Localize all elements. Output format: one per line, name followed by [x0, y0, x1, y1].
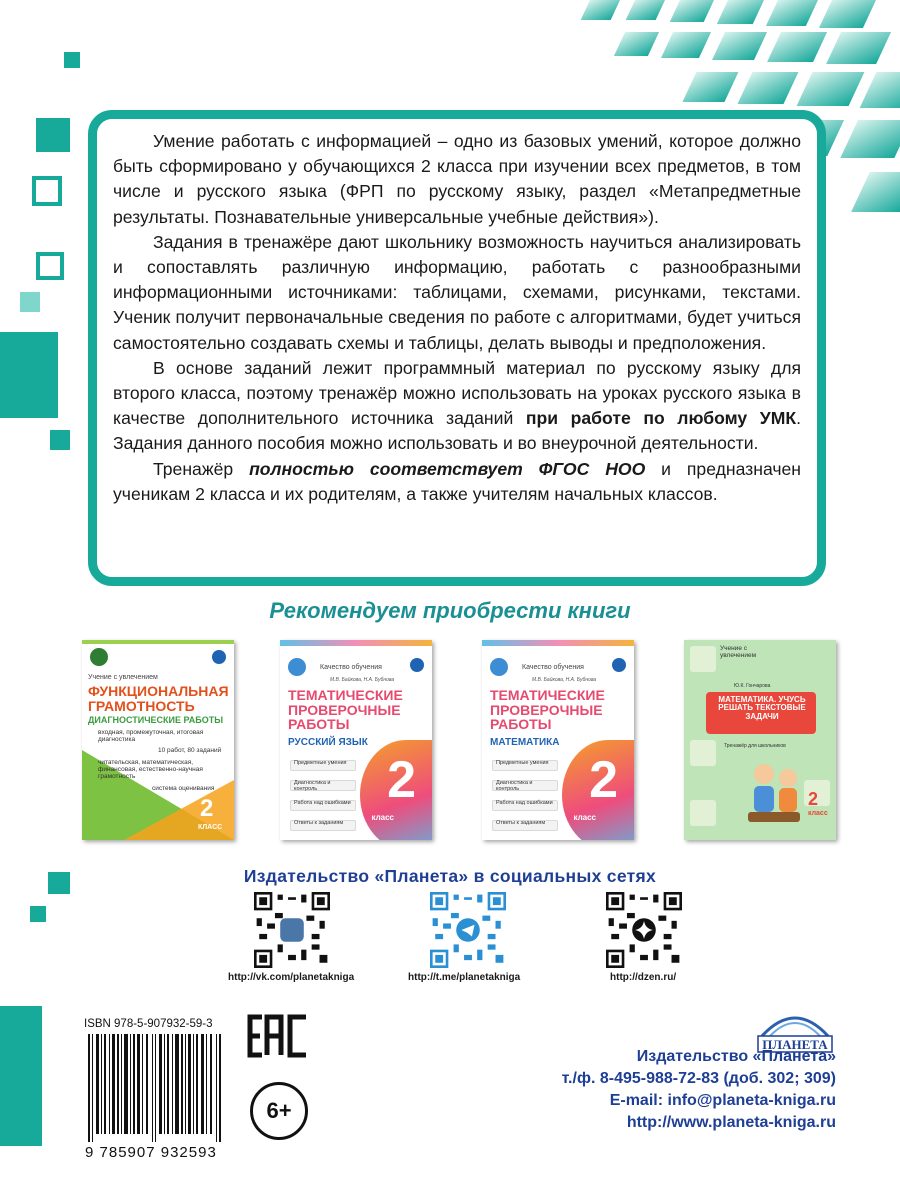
publisher-site[interactable]: http://www.planeta-kniga.ru	[626, 1114, 836, 1131]
publisher-email[interactable]: E-mail: info@planeta-kniga.ru	[609, 1092, 836, 1109]
book-grade-word: КЛАСС	[198, 824, 223, 831]
book-series: Учение с увлечением	[720, 645, 757, 659]
book-grade: 2	[200, 795, 214, 822]
book-cover-text-problems[interactable]	[684, 640, 836, 840]
book-author: Ю.К. Гончарова	[734, 683, 771, 689]
fgos-badge-icon	[90, 648, 108, 666]
book-item: Ответы к заданиям	[492, 820, 558, 831]
book-grade: 2	[387, 751, 416, 809]
book-title: ТЕМАТИЧЕСКИЕ ПРОВЕРОЧНЫЕ РАБОТЫ	[288, 687, 403, 733]
book-cover-russian[interactable]	[280, 640, 432, 840]
decor-square	[20, 292, 40, 312]
barcode	[84, 1034, 228, 1142]
book-grade-word: класс	[808, 810, 828, 817]
eac-mark-icon	[246, 1014, 310, 1058]
telegram-link[interactable]: http://t.me/planetakniga	[408, 972, 521, 983]
cover-tile	[690, 646, 716, 672]
publisher-name: Издательство «Планета»	[636, 1048, 836, 1065]
qr-code-vk[interactable]	[254, 892, 330, 968]
book-item: Работа над ошибками	[492, 800, 558, 811]
fgos-badge-icon	[288, 658, 306, 676]
info-emphasis: при работе по любому УМК	[525, 408, 797, 429]
decor-square	[36, 118, 70, 152]
logo-text: ПЛАНЕТА	[762, 1037, 828, 1052]
decor-square	[0, 1006, 42, 1146]
decor-square	[64, 52, 80, 68]
book-title: МАТЕМАТИКА. УЧУСЬ РЕШАТЬ ТЕКСТОВЫЕ ЗАДАЧИ	[718, 695, 806, 721]
book-item: Работа над ошибками	[290, 800, 356, 811]
children-illustration	[744, 758, 804, 828]
isbn: ISBN 978-5-907932-59-3	[84, 1018, 213, 1030]
qr-code-telegram[interactable]	[430, 892, 506, 968]
publisher-badge-icon	[410, 658, 424, 672]
book-note: Тренажёр для школьников	[724, 743, 786, 749]
dzen-link[interactable]: http://dzen.ru/	[610, 972, 677, 983]
publisher-phone: т./ф. 8-495-988-72-83 (доб. 302; 309)	[561, 1070, 836, 1087]
decor-square	[0, 332, 58, 418]
decor-square	[32, 176, 62, 206]
book-subject: МАТЕМАТИКА	[490, 737, 560, 748]
book-item: Предметные умения	[492, 760, 558, 771]
vk-link[interactable]: http://vk.com/planetakniga	[228, 972, 355, 983]
barcode-number: 9 785907 932593	[85, 1144, 217, 1161]
book-line: входная, промежуточная, итоговая диагностика	[98, 729, 204, 743]
book-line: читательская, математическая, финансовая, естественно-научная грамотность	[98, 759, 203, 780]
publisher-badge-icon	[212, 650, 226, 664]
qr-code-dzen[interactable]	[606, 892, 682, 968]
book-grade-word: класс	[371, 812, 394, 822]
publisher-badge-icon	[612, 658, 626, 672]
cover-tile	[690, 740, 716, 766]
book-line: система оценивания	[152, 785, 215, 792]
book-item: Диагностика и контроль	[290, 780, 356, 791]
info-text: В основе заданий лежит программный материал по русскому языку для второго класса, поэтому тренажёр можно использовать на уроках русского языка в качестве дополнительного источника заданий	[113, 357, 801, 429]
info-text: и предназначен ученикам 2 класса и их родителям, а также учителям начальных классов.	[113, 458, 802, 504]
info-paragraph: Задания в тренажёре дают школьнику возможность научиться анализировать и сопоставлять различную информацию, работать с разнообразными информационными источниками: таблицами, схемами, рисунками, текстами. Ученик получит первоначальные сведения по работе с алгоритмами, будет учиться самостоятельно создавать схемы и таблицы, делать выводы и предположения.	[113, 231, 801, 353]
decor-square	[30, 906, 46, 922]
cover-tile	[690, 800, 716, 826]
book-line: 10 работ, 80 заданий	[158, 747, 222, 754]
book-title: ТЕМАТИЧЕСКИЕ ПРОВЕРОЧНЫЕ РАБОТЫ	[490, 687, 605, 733]
decor-square	[50, 430, 70, 450]
age-rating: 6+	[250, 1082, 308, 1140]
book-cover-math[interactable]	[482, 640, 634, 840]
info-paragraph	[113, 356, 801, 457]
book-subject: РУССКИЙ ЯЗЫК	[288, 737, 368, 748]
book-series: Учение с увлечением	[88, 674, 158, 681]
fgos-badge-icon	[490, 658, 508, 676]
book-item: Ответы к заданиям	[290, 820, 356, 831]
info-text: . Задания данного пособия можно использовать и во внеурочной деятельности.	[113, 408, 802, 454]
book-authors: М.В. Байкова, Н.А. Бубнова	[532, 677, 597, 683]
book-item: Диагностика и контроль	[492, 780, 558, 791]
info-emphasis: полностью соответствует ФГОС НОО	[249, 458, 646, 479]
book-authors: М.В. Байкова, Н.А. Бубнова	[330, 677, 395, 683]
recommend-title: Рекомендуем приобрести книги	[269, 598, 631, 623]
book-title: ФУНКЦИОНАЛЬНАЯ ГРАМОТНОСТЬ	[88, 683, 229, 714]
book-item: Предметные умения	[290, 760, 356, 771]
social-title: Издательство «Планета» в социальных сетях	[243, 866, 657, 886]
book-series: Качество обучения	[522, 664, 584, 671]
book-grade: 2	[808, 789, 819, 809]
book-series: Качество обучения	[320, 664, 382, 671]
decor-square	[36, 252, 64, 280]
info-panel	[88, 110, 826, 586]
book-grade: 2	[589, 751, 618, 809]
info-paragraph: Умение работать с информацией – одно из базовых умений, которое должно быть сформировано у обучающихся 2 класса при изучении всех предметов, в том числе и русского языка (ФРП по русскому языку, раздел «Метапредметные результаты. Познавательные универсальные учебные действия»).	[113, 131, 801, 227]
info-text: Тренажёр	[153, 458, 234, 479]
info-paragraph	[113, 457, 801, 507]
book-cover-functional-literacy[interactable]	[82, 640, 234, 840]
book-subtitle: ДИАГНОСТИЧЕСКИЕ РАБОТЫ	[88, 715, 224, 725]
book-grade-word: класс	[573, 812, 596, 822]
